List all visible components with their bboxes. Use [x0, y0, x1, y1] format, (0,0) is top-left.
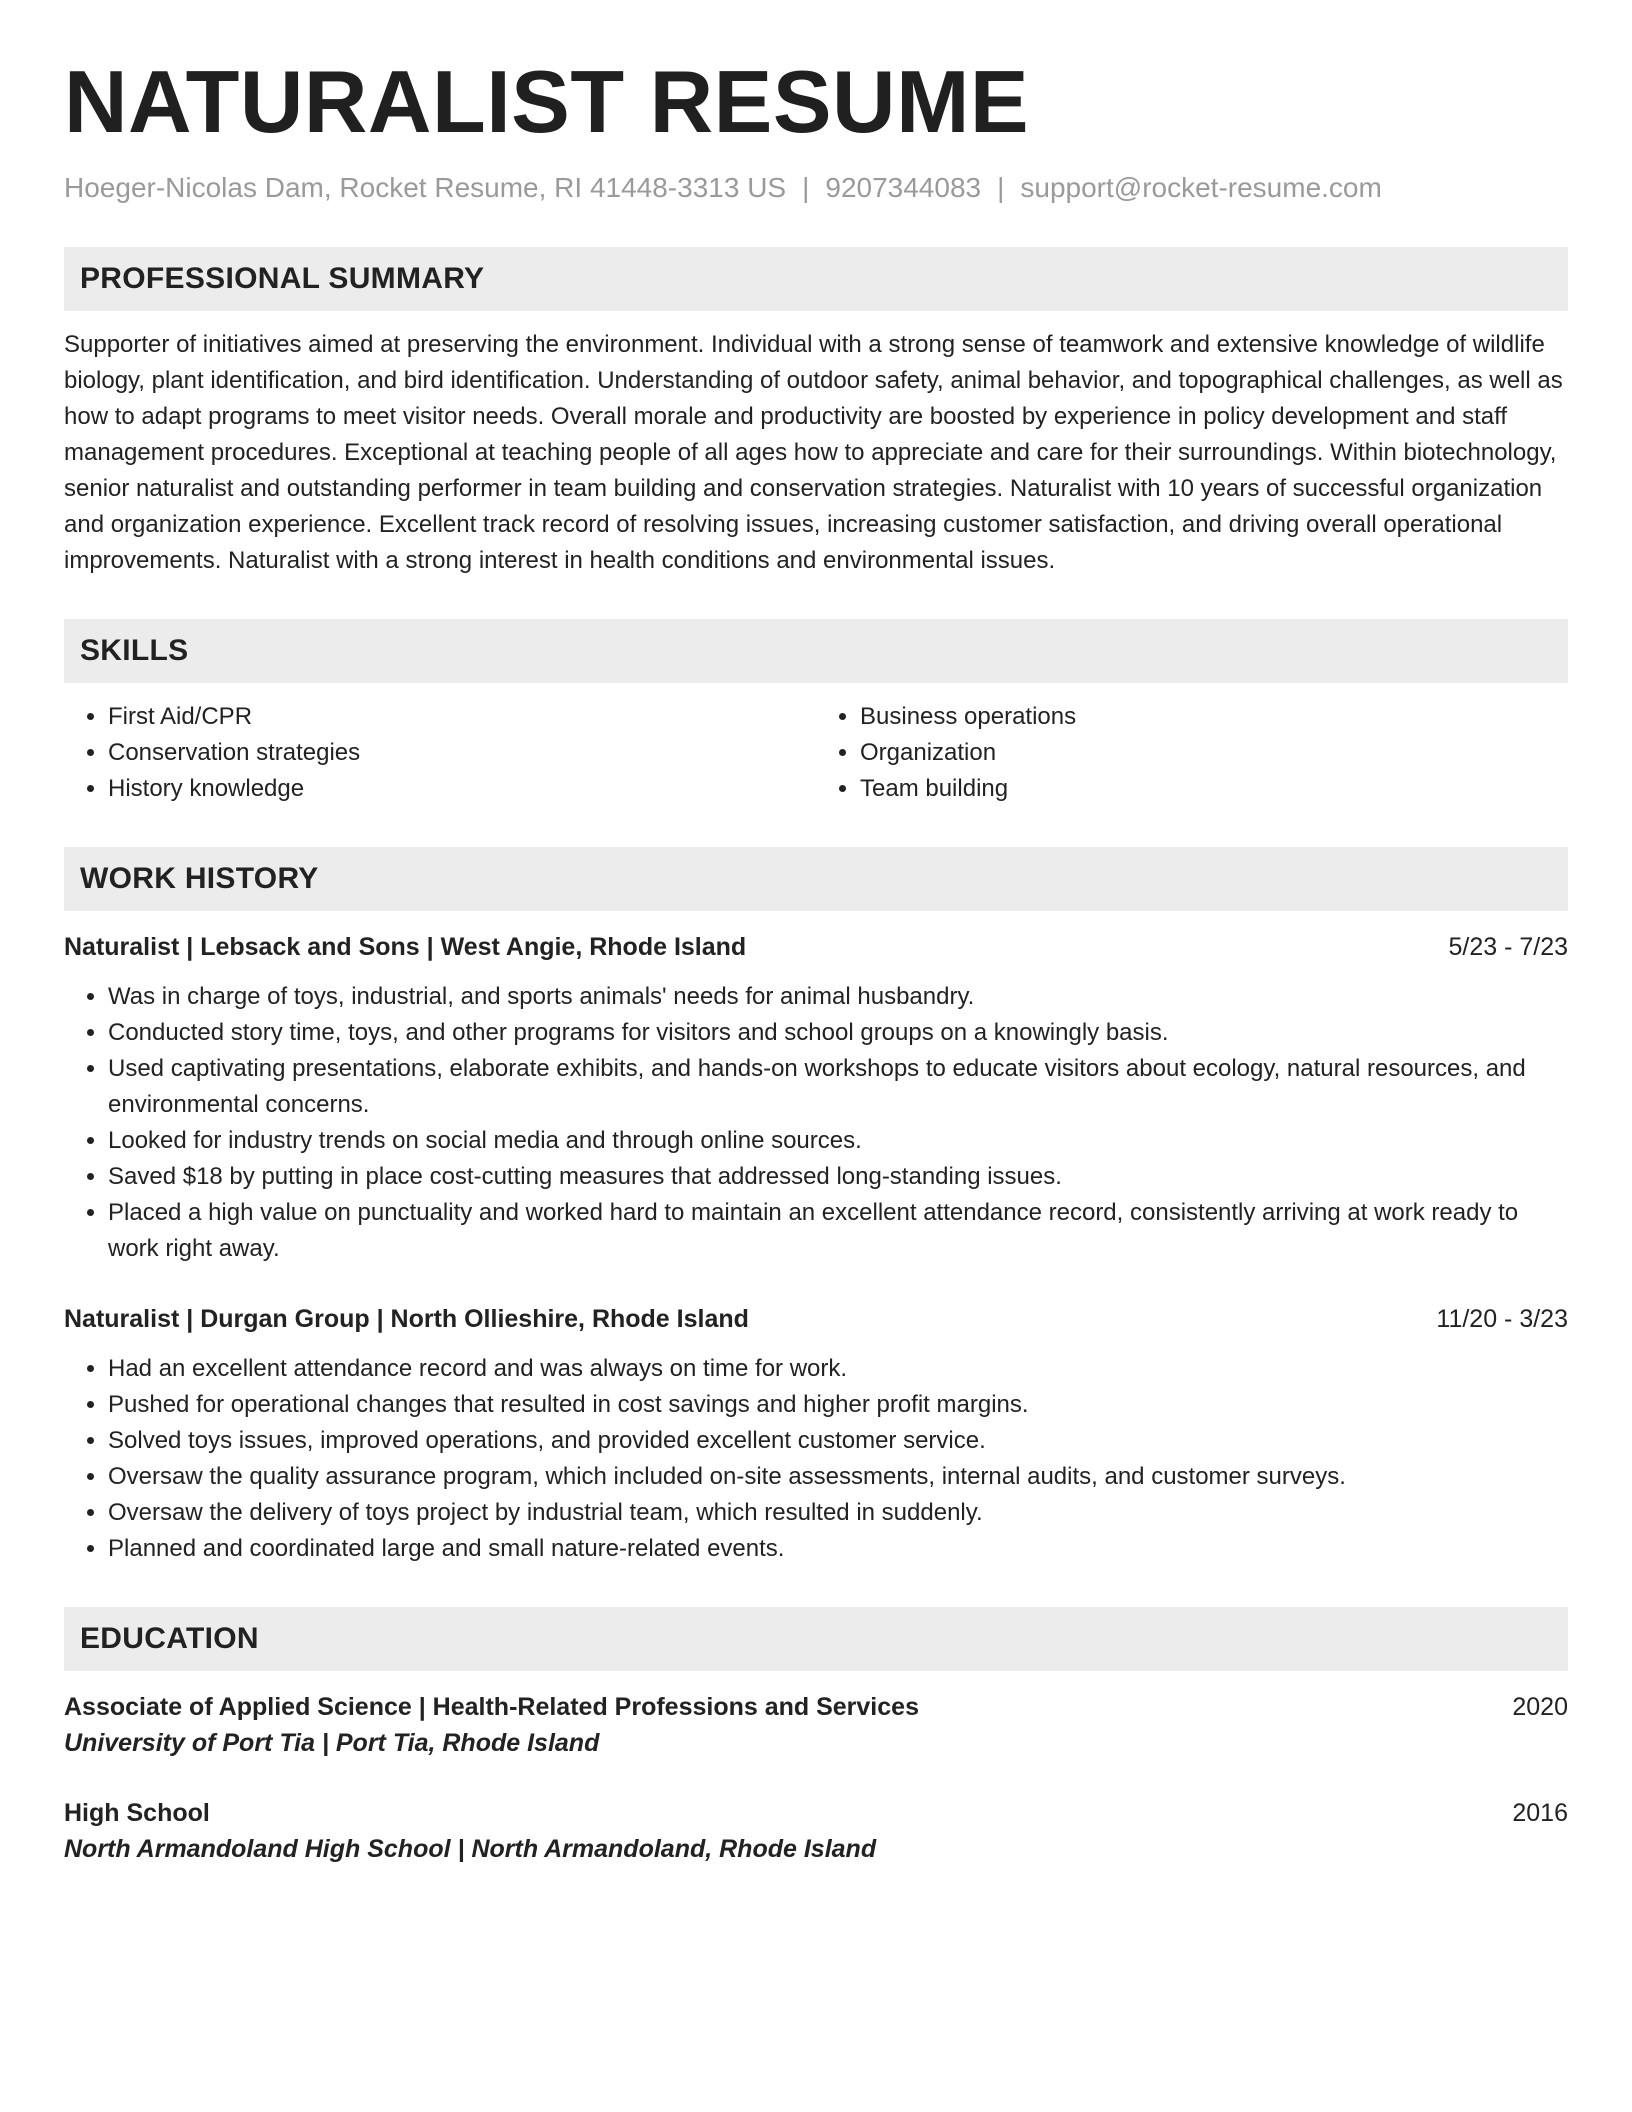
job-bullet: • Conducted story time, toys, and other programs for visitors and school groups on a knowingly basis.	[108, 1015, 1568, 1051]
education-entry	[64, 1795, 1568, 1867]
education-entry	[64, 1689, 1568, 1761]
job-header	[64, 1301, 1568, 1337]
education-degree: Associate of Applied Science | Health-Related Professions and Services	[64, 1692, 919, 1721]
job-entry	[64, 1301, 1568, 1567]
contact-separator: |	[997, 172, 1005, 204]
education-heading: EDUCATION	[80, 1621, 259, 1655]
skills-column-left	[64, 699, 816, 807]
education-school: University of Port Tia | Port Tia, Rhode Island	[64, 1728, 600, 1757]
job-bullet: • Oversaw the delivery of toys project by industrial team, which resulted in suddenly.	[108, 1495, 1568, 1531]
job-dates: 5/23 - 7/23	[1448, 932, 1568, 961]
job-title: Naturalist | Durgan Group | North Ollieshire, Rhode Island	[64, 1304, 749, 1333]
job-bullet: • Saved $18 by putting in place cost-cutting measures that addressed long-standing issues.	[108, 1159, 1568, 1195]
summary-heading: PROFESSIONAL SUMMARY	[80, 261, 485, 295]
job-dates: 11/20 - 3/23	[1436, 1304, 1568, 1333]
job-bullet: • Solved toys issues, improved operations, and provided excellent customer service.	[108, 1423, 1568, 1459]
skill-item: • Team building	[860, 771, 1568, 807]
skill-item: • Business operations	[860, 699, 1568, 735]
contact-address: Hoeger-Nicolas Dam, Rocket Resume, RI 41448-3313 US	[64, 172, 787, 204]
job-bullet: • Looked for industry trends on social media and through online sources.	[108, 1123, 1568, 1159]
job-bullet: • Planned and coordinated large and small nature-related events.	[108, 1531, 1568, 1567]
job-bullets	[64, 1351, 1568, 1567]
education-school: North Armandoland High School | North Armandoland, Rhode Island	[64, 1834, 877, 1863]
work-heading: WORK HISTORY	[80, 861, 319, 895]
skill-item: • Conservation strategies	[108, 735, 816, 771]
contact-separator: |	[802, 172, 810, 204]
education-header	[64, 1689, 1568, 1725]
contact-email: support@rocket-resume.com	[1020, 172, 1382, 204]
job-header	[64, 929, 1568, 965]
job-bullet: • Was in charge of toys, industrial, and sports animals' needs for animal husbandry.	[108, 979, 1568, 1015]
skills-list	[64, 699, 1568, 807]
skill-item: • History knowledge	[108, 771, 816, 807]
job-bullet: • Had an excellent attendance record and was always on time for work.	[108, 1351, 1568, 1387]
contact-phone: 9207344083	[825, 172, 982, 204]
job-bullet: • Used captivating presentations, elaborate exhibits, and hands-on workshops to educate visitors about ecology, natural resources, and environmental concerns.	[108, 1051, 1568, 1123]
education-degree: High School	[64, 1798, 210, 1827]
skills-section-header	[64, 619, 1568, 683]
education-section-header	[64, 1607, 1568, 1671]
job-bullet: • Placed a high value on punctuality and worked hard to maintain an excellent attendance record, consistently arriving at work ready to work right away.	[108, 1195, 1568, 1267]
job-entry	[64, 929, 1568, 1267]
job-title: Naturalist | Lebsack and Sons | West Angie, Rhode Island	[64, 932, 747, 961]
skill-item: • First Aid/CPR	[108, 699, 816, 735]
skills-heading: SKILLS	[80, 633, 189, 667]
summary-section-header	[64, 247, 1568, 311]
job-bullet: • Pushed for operational changes that resulted in cost savings and higher profit margins.	[108, 1387, 1568, 1423]
education-header	[64, 1795, 1568, 1831]
education-year: 2020	[1512, 1692, 1568, 1721]
work-section-header	[64, 847, 1568, 911]
job-bullets	[64, 979, 1568, 1267]
summary-text: Supporter of initiatives aimed at preserving the environment. Individual with a strong sense of teamwork and extensive knowledge of wildlife biology, plant identification, and bird identification. Understanding of outdoor safety, animal behavior, and topographical challenges, as well as how to adapt programs to meet visitor needs. Overall morale and productivity are boosted by experience in policy development and staff management procedures. Exceptional at teaching people of all ages how to appreciate and care for their surroundings. Within biotechnology, senior naturalist and outstanding performer in team building and conservation strategies. Naturalist with 10 years of successful organization and organization experience. Excellent track record of resolving issues, increasing customer satisfaction, and driving overall operational improvements. Naturalist with a strong interest in health conditions and environmental issues.	[64, 330, 1563, 574]
resume-title: NATURALIST RESUME	[64, 52, 1030, 151]
contact-line	[64, 170, 1568, 206]
skills-column-right	[816, 699, 1568, 807]
skill-item: • Organization	[860, 735, 1568, 771]
job-bullet: • Oversaw the quality assurance program, which included on-site assessments, internal audits, and customer surveys.	[108, 1459, 1568, 1495]
education-year: 2016	[1512, 1798, 1568, 1827]
